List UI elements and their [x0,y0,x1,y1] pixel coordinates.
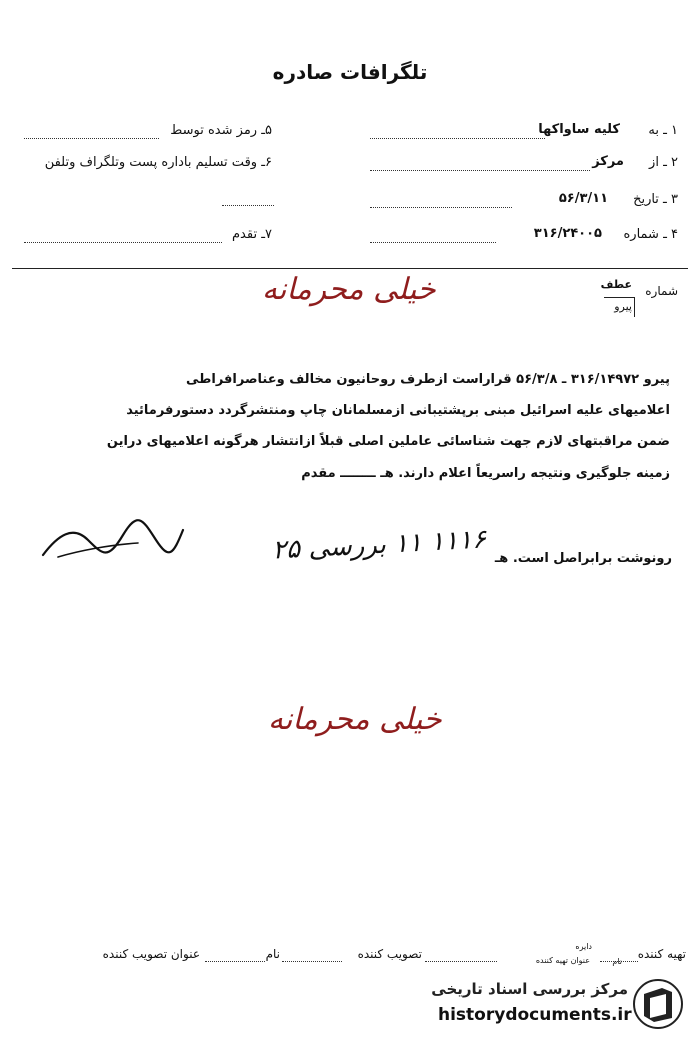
body-line-2: اعلامیهای علیه اسرائیل مبنی برپشتیبانی ازمسلمانان چاپ ومنتشرگردد دستورفرمائید [126,403,670,418]
watermark-org: مرکز بررسی اسناد تاریخی [431,980,628,998]
footer-approver-line [282,961,342,962]
field-number-label: ۴ ـ شماره [623,227,678,242]
body-line-1: پیرو ۳۱۶/۱۴۹۷۲ ـ ۵۶/۳/۸ قراراست ازطرف روحانیون مخالف وعناصرافراطی [185,372,670,387]
field-from-value: مرکز [592,154,624,169]
watermark-site: historydocuments.ir [438,1005,632,1025]
classification-stamp-bottom: خیلی محرمانه [268,702,442,737]
footer-prepared-by: تهیه کننده [637,947,686,961]
reference-vertical-rule [634,297,635,317]
body-line-4: زمینه جلوگیری ونتیجه راسریعاً اعلام دارند. هـ ــــــــ مقدم [301,466,670,481]
field-number-value: ۳۱۶/۲۴۰۰۵ [533,226,602,241]
signature-image [38,515,188,565]
footer-approver-title: عنوان تصویب کننده [102,947,200,961]
field-date-value: ۵۶/۳/۱۱ [558,191,608,206]
field-priority-line [24,242,222,243]
field-priority-label: ۷ـ تقدم [232,227,272,242]
field-from-label: ۲ ـ از [649,155,678,170]
classification-stamp-top: خیلی محرمانه [262,272,436,307]
reference-atf: عطف [600,278,632,291]
field-to-label: ۱ ـ به [648,123,678,138]
field-to-line [370,138,545,139]
field-encoded-by-label: ۵ـ رمز شده توسط [170,123,272,138]
footer-name-2: نام [265,947,280,961]
reference-label: شماره [645,284,678,298]
field-to-value: کلیه ساواکها [538,122,620,137]
footer-dept-line [425,961,497,962]
field-delivery-time-line [222,205,274,206]
footer-name-1: نام [612,957,622,966]
handwritten-note: ۱۱۱۶ ۱۱ بررسی ۲۵ [271,524,487,566]
field-delivery-time-label: ۶ـ وقت تسلیم باداره پست وتلگراف وتلفن [44,155,272,170]
document-title: تلگرافات صادره [272,60,428,84]
footer-approver: تصویب کننده [357,947,422,961]
field-from-line [370,170,590,171]
footer-name-2-line [205,961,265,962]
copy-note: رونوشت برابراصل است. هـ [494,551,672,566]
footer-dept: دایره [575,942,592,951]
body-line-3: ضمن مراقبتهای لازم جهت شناسائی عاملین اصلی قبلاً ازانتشار هرگونه اعلامیهای دراین [106,434,670,449]
field-date-label: ۳ ـ تاریخ [633,192,678,207]
field-date-line [370,207,512,208]
footer-preparer-title: عنوان تهیه کننده [535,956,590,965]
field-number-line [370,242,496,243]
reference-peyro: پیرو [614,300,632,313]
watermark-logo-icon [632,978,684,1030]
field-encoded-by-line [24,138,159,139]
reference-separator [604,297,634,298]
header-divider [12,268,688,269]
